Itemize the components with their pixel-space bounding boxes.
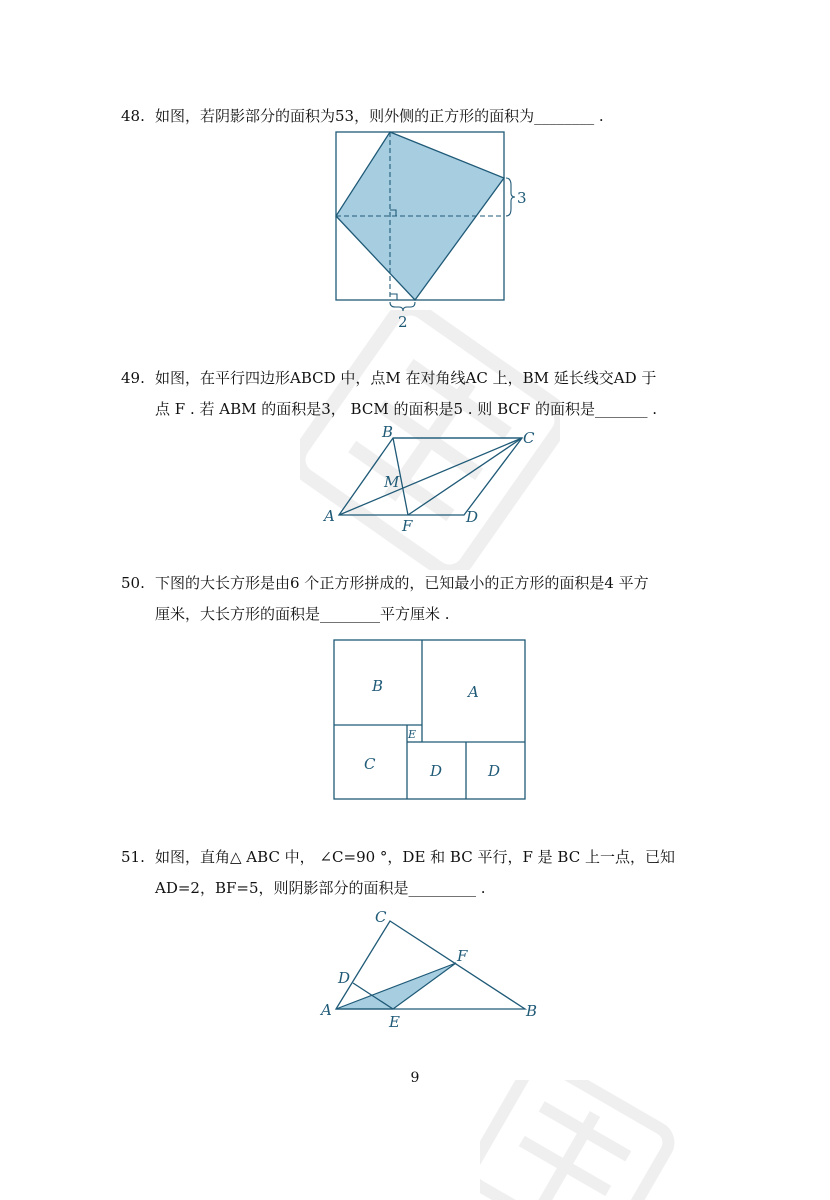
label-f: F (402, 517, 413, 535)
label-d-left: D (430, 762, 443, 780)
label-f: F (457, 947, 468, 965)
problem-number: 48. (121, 107, 145, 125)
label-c: C (523, 429, 535, 447)
problem-number: 49. (121, 369, 145, 387)
problem-50 (121, 568, 721, 630)
brace-right (506, 178, 515, 216)
triangle-abc (336, 921, 525, 1009)
label-2: 2 (398, 313, 408, 331)
figure-48-rotated-square (325, 125, 535, 335)
problem-text: 如图，若阴影部分的面积为53，则外侧的正方形的面积为________ . (155, 107, 604, 125)
figure-49-parallelogram (320, 425, 550, 540)
watermark-logo-bottom (480, 1080, 680, 1200)
problem-text: 下图的大长方形是由6 个正方形拼成的，已知最小的正方形的面积是4 平方 (155, 574, 649, 592)
label-c: C (364, 755, 376, 773)
label-d-right: D (488, 762, 501, 780)
label-b: B (372, 677, 384, 695)
label-d: D (466, 508, 479, 526)
label-e: E (389, 1013, 400, 1031)
label-3: 3 (517, 189, 527, 207)
problem-number: 50. (121, 574, 145, 592)
problem-49 (121, 363, 721, 425)
problem-text: 如图，在平行四边形ABCD 中，点M 在对角线AC 上，BM 延长线交AD 于 (155, 369, 657, 387)
figure-51-right-triangle (318, 906, 548, 1031)
problem-51 (121, 842, 721, 904)
page-number: 9 (410, 1070, 420, 1086)
problem-number: 51. (121, 848, 145, 866)
problem-text: 点 F . 若 ABM 的面积是3， BCM 的面积是5 . 则 BCF 的面积是_______ . (155, 400, 658, 418)
figure-50-squares-rectangle (330, 636, 530, 806)
label-a: A (321, 1001, 332, 1019)
problem-text: AD=2，BF=5，则阴影部分的面积是_________ . (155, 879, 486, 897)
problem-text: 如图，直角△ ABC 中， ∠C=90 °，DE 和 BC 平行，F 是 BC 上一点，已知 (155, 848, 675, 866)
label-a: A (468, 683, 479, 701)
label-b: B (382, 423, 394, 441)
label-m: M (384, 473, 400, 491)
label-c: C (375, 908, 387, 926)
label-d: D (338, 969, 351, 987)
brace-bottom (390, 302, 415, 311)
segment-cf (408, 438, 522, 515)
shaded-triangle-aef (336, 963, 456, 1009)
right-angle-mark-bottom (390, 294, 397, 300)
label-a: A (324, 507, 335, 525)
label-b: B (526, 1002, 538, 1020)
problem-text: 厘米，大长方形的面积是________平方厘米 . (155, 605, 450, 623)
label-e: E (408, 728, 417, 741)
